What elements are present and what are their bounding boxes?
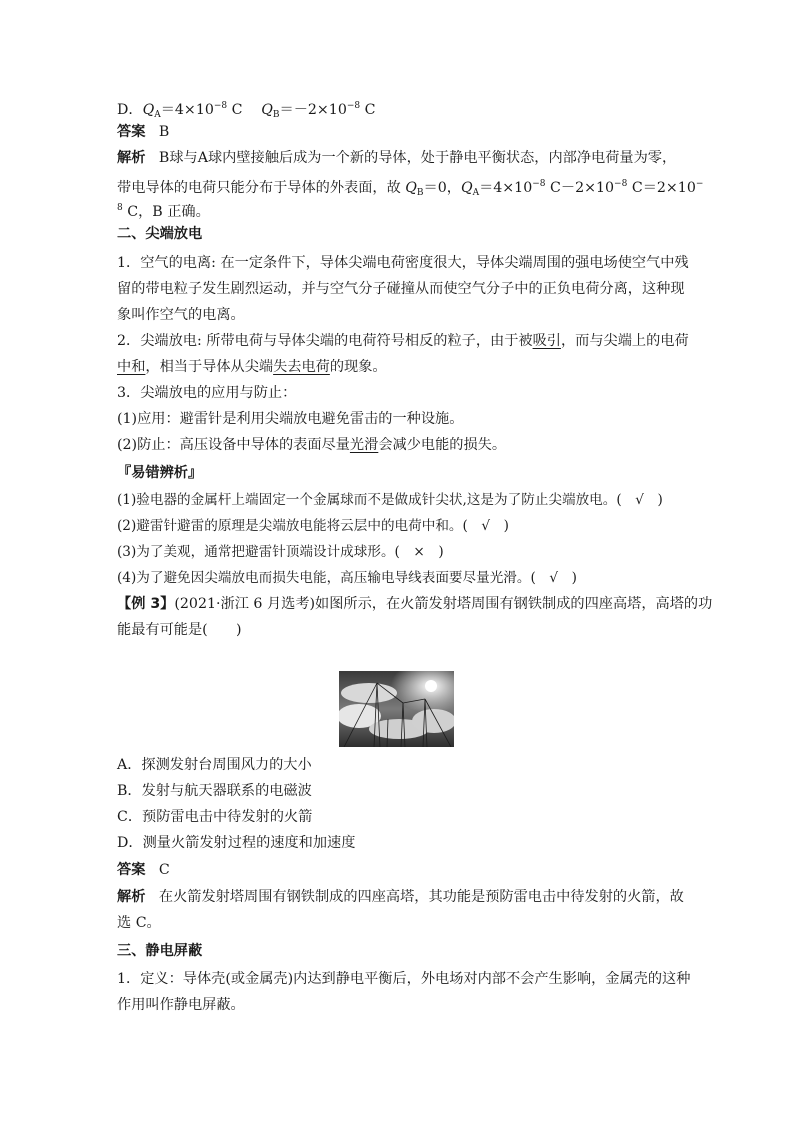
qb-value: ＝－2×10 [279,102,347,118]
var-q: Q [460,180,473,196]
analysis-1-line-1 [117,148,676,168]
answer-value: B [158,124,170,140]
option-label: D． [117,102,143,118]
example-text: (2021·浙江 6 月选考)如图所示，在火箭发射塔周围有钢铁制成的四座高塔，高塔的功 [174,596,713,612]
yicuo-statement-4: (4)为了避免因尖端放电而损失电能，高压输电导线表面要尽量光滑。( √ ) [117,570,577,586]
underlined-text: 中和 [117,359,146,375]
answer-1 [117,122,169,142]
analysis-text: 在火箭发射塔周围有钢铁制成的四座高塔，其功能是预防雷电击中待发射的火箭，故 [158,889,684,905]
analysis-text: C－2×10 [545,180,615,196]
sub-b: B [272,110,280,120]
qb-exp: −8 [346,101,361,111]
rocket-towers-photo [339,671,454,747]
yicuo-statement-3: (3)为了美观，通常把避雷针顶端设计成球形。( × ) [117,544,444,560]
definition-line-1: 1．定义：导体壳(或金属壳)内达到静电平衡后，外电场对内部不会产生影响，金属壳的这种 [117,971,691,987]
option-c: C．预防雷电击中待发射的火箭 [117,809,313,825]
sub-b: B [416,188,424,198]
example-tag: 【例 3】 [117,596,175,612]
yicuo-title: 『易错辨析』 [117,465,203,481]
section-title-3: 三、静电屏蔽 [117,943,203,959]
analysis-text: C＝2×10 [627,180,696,196]
analysis-text: ＝0， [423,180,461,196]
item-3-use: (1)应用：避雷针是利用尖端放电避免雷击的一种设施。 [117,411,464,427]
item-2-line-2 [117,357,387,377]
yicuo-statement-1: (1)验电器的金属杆上端固定一个金属球而不是做成针尖状,这是为了防止尖端放电。( √ ) [117,492,663,508]
option-b: B．发射与航天器联系的电磁波 [117,783,312,799]
item-3-prevent [117,435,506,455]
item-1-line-2: 留的带电粒子发生剧烈运动，并与空气分子碰撞从而使空气分子中的正负电荷分离，这种现 [117,281,685,297]
qb-unit: C [360,102,376,118]
answer-value: C [158,862,170,878]
analysis-1-line-3 [117,198,210,222]
text: 的现象。 [329,359,387,375]
exp: −8 [614,179,628,189]
analysis-2-line-1 [117,887,684,907]
analysis-text: C，B 正确。 [122,204,210,220]
example-3-line-1 [117,594,712,614]
text: ，相当于导体从尖端 [145,359,274,375]
option-a: A．探测发射台周围风力的大小 [117,757,312,773]
var-q: Q [261,102,273,118]
rocket-towers-photo-image [339,671,454,747]
text: (2)防止：高压设备中导体的表面尽量 [117,437,350,453]
analysis-text: 带电导体的电荷只能分布于导体的外表面，故 [117,180,406,196]
definition-line-2: 作用叫作静电屏蔽。 [117,997,245,1013]
text: ，而与尖端上的电荷 [560,333,689,349]
answer-label: 答案 [117,124,146,140]
analysis-label: 解析 [117,150,146,166]
section-title-2: 二、尖端放电 [117,226,203,242]
qa-exp: −8 [213,101,228,111]
analysis-label: 解析 [117,889,146,905]
var-q: Q [142,102,155,118]
sub-a: A [472,188,480,198]
text: 2．尖端放电: 所带电荷与导体尖端的电荷符号相反的粒子，由于被 [117,333,533,349]
qa-value: ＝4×10 [160,102,214,118]
exp: − [695,179,704,189]
item-1-line-3: 象叫作空气的电离。 [117,307,245,323]
option-d: D．测量火箭发射过程的速度和加速度 [117,835,356,851]
example-3-line-2: 能最有可能是( ) [117,622,242,638]
var-q: Q [405,180,417,196]
sub-a: A [154,110,161,120]
analysis-text: ＝4×10 [479,180,533,196]
answer-2 [117,860,170,880]
answer-label: 答案 [117,862,146,878]
analysis-text: B球与A球内壁接触后成为一个新的导体，处于静电平衡状态，内部净电荷量为零， [158,150,677,166]
exp: 8 [117,203,123,213]
qa-unit: C [227,102,257,118]
underlined-text: 光滑 [349,437,379,453]
underlined-text: 吸引 [532,333,561,349]
item-1-line-1: 1．空气的电离: 在一定条件下，导体尖端电荷密度很大，导体尖端周围的强电场使空气中残 [117,255,689,271]
yicuo-statement-2: (2)避雷针避雷的原理是尖端放电能将云层中的电荷中和。( √ ) [117,518,509,534]
exp: −8 [532,179,546,189]
text: 会减少电能的损失。 [378,437,507,453]
item-2-line-1 [117,331,689,351]
item-3-title: 3．尖端放电的应用与防止： [117,385,297,401]
analysis-2-line-2: 选 C。 [117,915,161,931]
underlined-text: 失去电荷 [273,359,330,375]
option-d-previous [117,96,376,125]
